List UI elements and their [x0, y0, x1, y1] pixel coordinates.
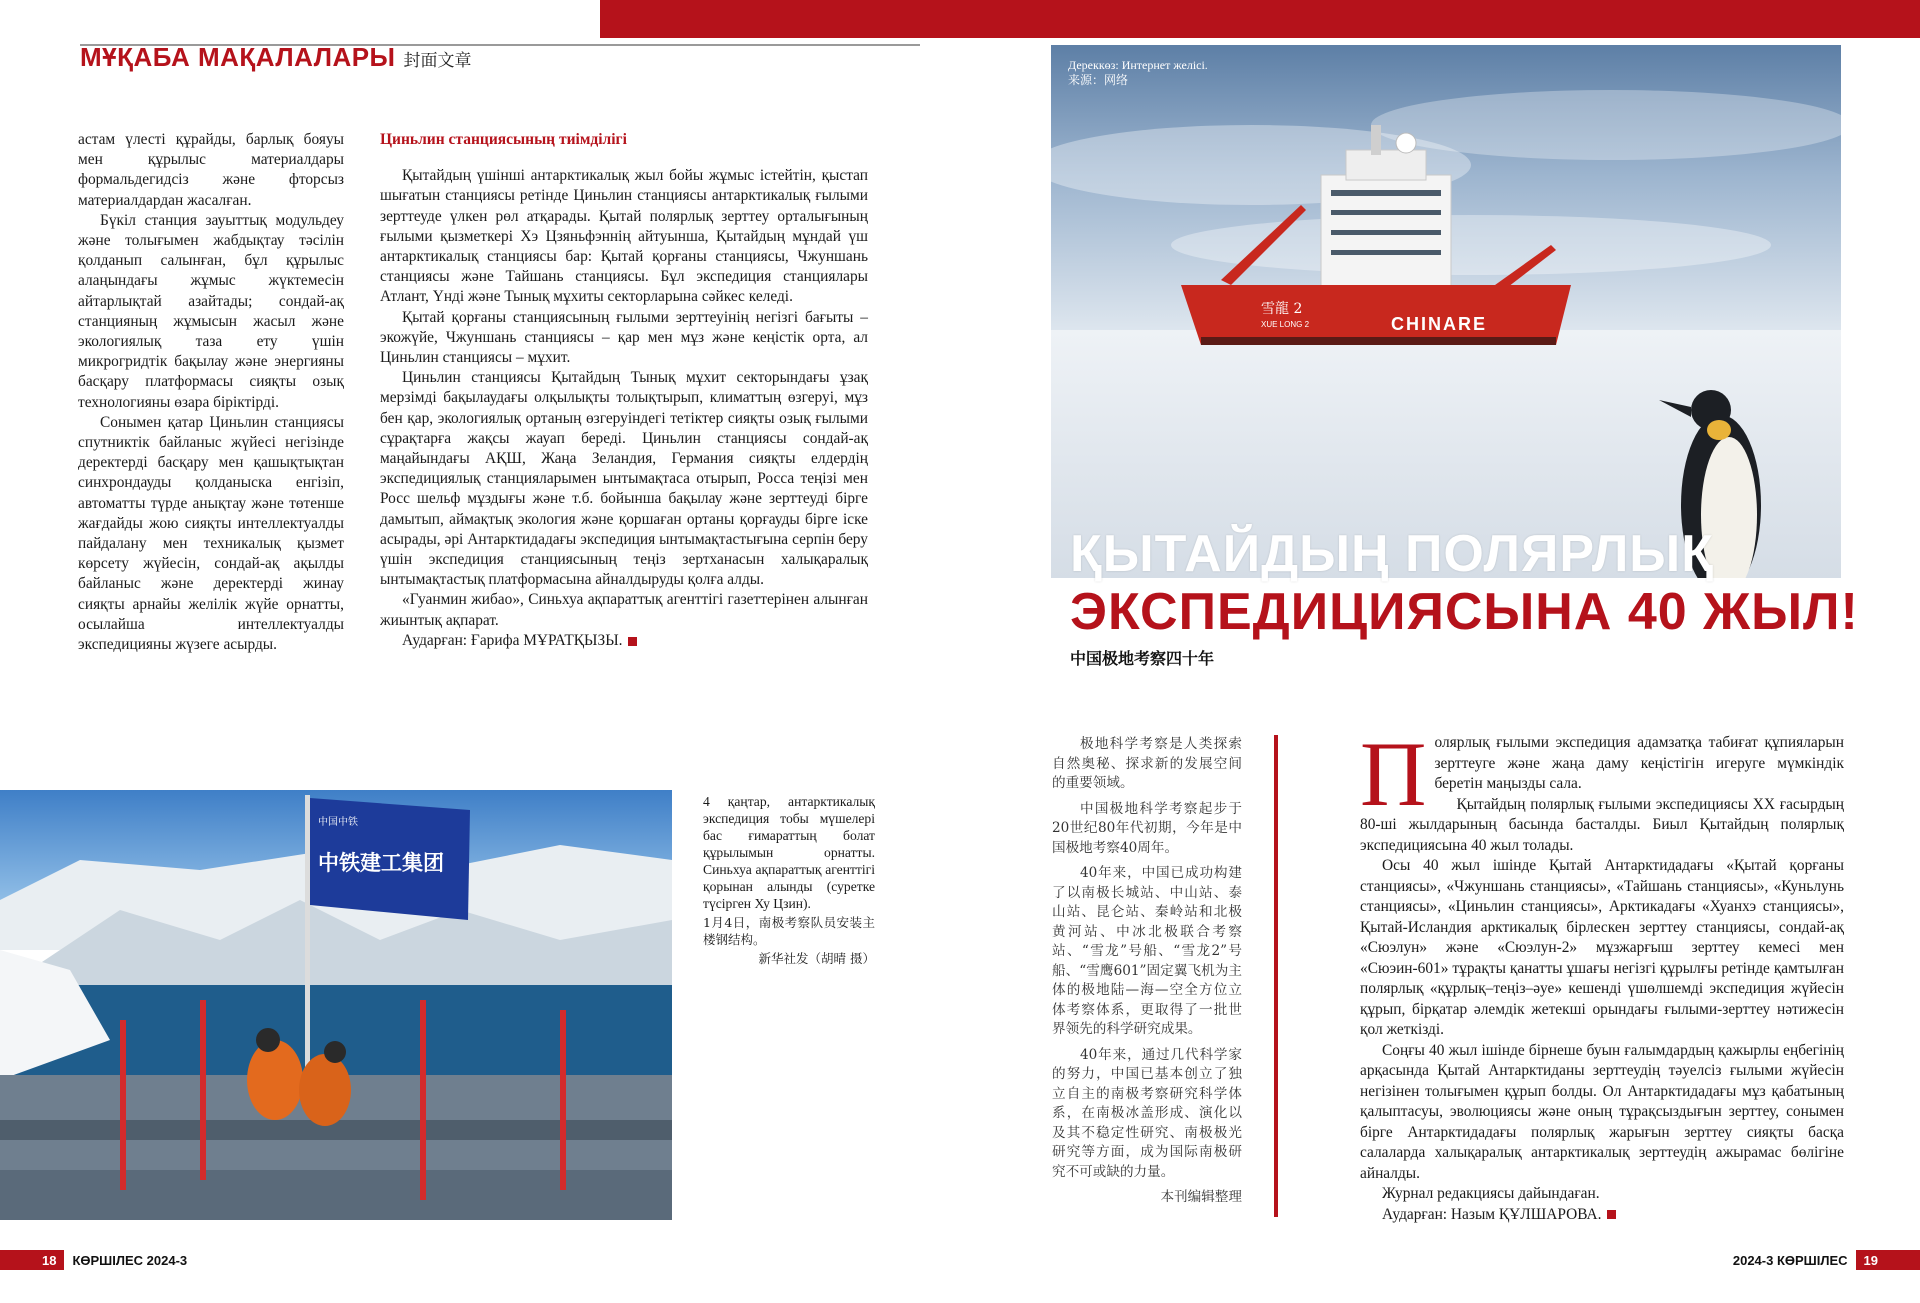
paragraph: Осы 40 жыл ішінде Қытай Антарктидадағы «Қытай қорғаны станциясы», «Чжуншань станциясы», «Тайшань станциясы», «Куньлунь станциясы», «Циньлин станциясы», Арктикадағы «Хуанхэ станциясы», Қытай-Исландия арктикалық бірлескен зерттеу станциясы, сондай-ақ «Сюэлун» және «Сюэлун-2» мұзжарғыш зерттеу кемесі мен «Сюэин-601» тұрақты қанатты ұшағы негізгі құрылғы ретінде қамтылған полярлық «құрлық–теңіз–әуе» кешенді үшөлшемді экспедиция жүйесін құрып, бірқатар әлемдік жетекші орындағы ғылыми-зерттеу нәтижесін қол жеткізді. — [1360, 857, 1844, 1038]
paragraph-cn: 40年来，通过几代科学家的努力，中国已基本创立了独立自主的南极考察研究科学体系，在南极冰盖形成、演化以及其不稳定性研究、南极极光研究等方面，成为国际南极研究不可或缺的力量。 — [1052, 1046, 1242, 1180]
page-number-left: 18 — [0, 1250, 64, 1270]
photo-credit — [1068, 58, 1208, 88]
translator: Аударған: Ғарифа МҰРАТҚЫЗЫ. — [402, 631, 623, 649]
paragraph-cn: 极地科学考察是人类探索自然奥秘、探求新的发展空间的重要领域。 — [1052, 736, 1242, 791]
ship-name-en: XUE LONG 2 — [1261, 320, 1310, 329]
left-text-column — [78, 130, 344, 655]
column-divider — [1274, 735, 1278, 1217]
section-header — [80, 42, 472, 73]
caption-cn: 1月4日，南极考察队员安装主楼钢结构。 — [703, 915, 875, 947]
paragraph: Сонымен қатар Циньлин станциясы спутниктік байланыс жүйесі негізінде деректерді басқару мен қашықтықтан синхрондауды қолданыска енгізіп, автоматты түрде анықтау және төтенше жағдайды жою сияқты интеллектуалды пайдалану мен техникалық қызмет көрсету жүйесін, сондай-ақ ақылды байланыс және деректерді жинау сияқты арнайы желілік жүйе орнатты, осылайша интеллектуалды экспедицияны жүзеге асырды. — [78, 413, 344, 654]
photo-credit-cn: 来源：网络 — [1068, 73, 1129, 87]
chinese-text-column — [1052, 735, 1242, 1214]
paragraph: астам үлесті құрайды, барлық бояуы мен құрылыс материалдары формальдегидсіз және фторсыз материалдардан жасалған. — [78, 131, 344, 209]
paragraph: «Гуанмин жибао», Синьхуа ақпараттық агенттігі газеттерінен алынған жиынтық ақпарат. — [380, 591, 868, 629]
magazine-issue-left: КӨРШІЛЕС 2024-3 — [72, 1252, 188, 1268]
paragraph-cn: 中国极地科学考察起步于20世纪80年代初期，今年是中国极地考察40周年。 — [1052, 800, 1242, 856]
translator: Аударған: Назым ҚҰЛШАРОВА. — [1382, 1205, 1602, 1223]
caption-kz: 4 қаңтар, антарктикалық экспедиция тобы мүшелері бас ғимараттың болат құрылымын орнатты. Синьхуа ақпараттық агенттігі қорынан алынды (суретке түсірген Ху Цзин). — [703, 794, 875, 911]
construction-illustration — [0, 790, 672, 1220]
caption-credit: 新华社发（胡晴 摄） — [758, 951, 875, 966]
paragraph: Қытайдың үшінші антарктикалық жыл бойы жұмыс істейтін, қыстап шығатын станциясы ретінде Циньлин станциясы антарктикалық ғылыми зерттеуде үлкен рөл атқарады. Қытай полярлық зерттеу орталығының ғылыми қызметкері Хэ Цзяньфэннің айтуынша, Қытайдың мұндай үш антарктикалық станциясы бар: Қытай қорғаны станциясы, Чжуншань станциясы және Тайшань станциясы. Бұл экспедиция станциялары Атлант, Үнді және Тынық мұхиты секторларына сәйкес келеді. — [380, 167, 868, 306]
translator-line — [1360, 1205, 1844, 1226]
paragraph: Циньлин станциясы Қытайдың Тынық мұхит секторындағы ұзақ мерзімді бақылаудағы олқылықты толықтырып, климаттың өзгеруі, мұз бен қар, экологиялық ортаның өзгеруіндегі тетіктер сияқты озық ғылыми сұрақтарға жақсы жауап береді. Циньлин станциясы сондай-ақ маңайындағы АҚШ, Жаңа Зеландия, Германия сияқты елдердің экспедициялық станцияларымен ынтымақтаса отырып, Росса теңізі мен Росс шельф мұздығы және т.б. бойынша бақылау және зерттеуді бірге дамытып, аймақтық экология және қоршаған ортаны қорғауды бірге іске асырады, әрі Антарктидадағы экспедиция ынтымақтастығына серпін беру үшін экспедиция станциясының теңіз зертханасын халықаралық ынтымақтастық платформасына айналдыруды қолға алды. — [380, 369, 868, 589]
subheading: Циньлин станциясының тиімділігі — [380, 131, 627, 148]
article-title-line2: ЭКСПЕДИЦИЯСЫНА 40 ЖЫЛ! — [1070, 583, 1859, 641]
flag-text: 中铁建工集团 — [318, 851, 444, 875]
paragraph: Журнал редакциясы дайындаған. — [1382, 1185, 1600, 1202]
middle-text-column — [380, 130, 868, 651]
paragraph: Қытайдың полярлық ғылыми экспедициясы XX ғасырдың 80-ші жылдарының басында басталды. Биыл Қытайдың полярлық экспедициясына 40 жыл толады. — [1360, 795, 1844, 854]
paragraph: Бүкіл станция зауыттық модульдеу және толығымен жабдықтау тәсілін қолданып салынған, бұл құрылыс алаңындағы жұмыс жүктемесін айтарлықтай азайтады; сондай-ақ станцияның жұмысын жасыл және экологиялық таза ету үшін микрогридтік бақылау және энергияны басқару платформасы сияқты озық технологияны өзара біріктірді. — [78, 211, 344, 411]
construction-photo — [0, 790, 672, 1220]
icebreaker-illustration — [1051, 45, 1841, 578]
translator-line — [380, 631, 868, 651]
section-title-cn: 封面文章 — [403, 51, 472, 71]
footer-left — [0, 1250, 195, 1270]
paragraph: Соңғы 40 жыл ішінде бірнеше буын ғалымдардың қажырлы еңбегінің арқасында Қытай Антарктиданы зерттеудің тәуелсіз ғылыми жүйесін негізінен толығымен құрып болды. Ол Антарктидадағы мұз қабатының қалыптасуы, эволюциясы және оның тұрақсыздығын зерттеу, сонымен бірге Антарктидадағы полярлық жарығын зерттеу сияқты басқа салаларда халықаралық антарктикалық зерттеудің ажырамас бөлігіне айналды. — [1360, 1041, 1844, 1182]
section-title: МҰҚАБА МАҚАЛАЛАРЫ — [80, 42, 396, 72]
photo-caption — [703, 793, 875, 967]
page-number-right: 19 — [1856, 1250, 1920, 1270]
magazine-issue-right: 2024-3 КӨРШІЛЕС — [1732, 1252, 1848, 1268]
flag-logo: 中国中铁 — [318, 817, 358, 828]
editor-sign: 本刊编辑整理 — [1160, 1189, 1242, 1205]
icebreaker-photo — [1051, 45, 1841, 578]
top-red-bar — [600, 0, 1920, 38]
lead-text: олярлық ғылыми экспедиция адамзатқа табиғат құпияларын зерттеуге және жаңа даму кеңістігін игеруге мүмкіндік беретін маңызды сала. — [1434, 734, 1844, 792]
end-mark-icon — [628, 637, 637, 646]
article-title-line1: ҚЫТАЙДЫҢ ПОЛЯРЛЫҚ — [1070, 525, 1714, 583]
photo-credit-kz: Дереккөз: Интернет желісі. — [1068, 58, 1208, 72]
article-subtitle-cn: 中国极地考察四十年 — [1070, 649, 1215, 668]
hull-text: CHINARE — [1391, 314, 1488, 334]
ship-name-cn: 雪龍 2 — [1261, 301, 1303, 317]
right-text-column — [1360, 723, 1844, 1225]
paragraph: Қытай қорғаны станциясының ғылыми зерттеуінің негізгі бағыты – экожүйе, Чжуншань станциясы – қар мен мұз және кеңістік орта, ал Циньлин станциясы – мұхит. — [380, 308, 868, 367]
drop-cap: П — [1360, 723, 1427, 825]
paragraph-cn: 40年来，中国已成功构建了以南极长城站、中山站、泰山站、昆仑站、秦岭站和北极黄河站、中冰北极联合考察站、“雪龙”号船、“雪龙2”号船、“雪鹰601”固定翼飞机为主体的极地陆—海—空全方位立体考察体系，更取得了一批世界领先的科学研究成果。 — [1052, 865, 1242, 1037]
end-mark-icon — [1607, 1210, 1616, 1219]
footer-right — [1725, 1250, 1920, 1270]
